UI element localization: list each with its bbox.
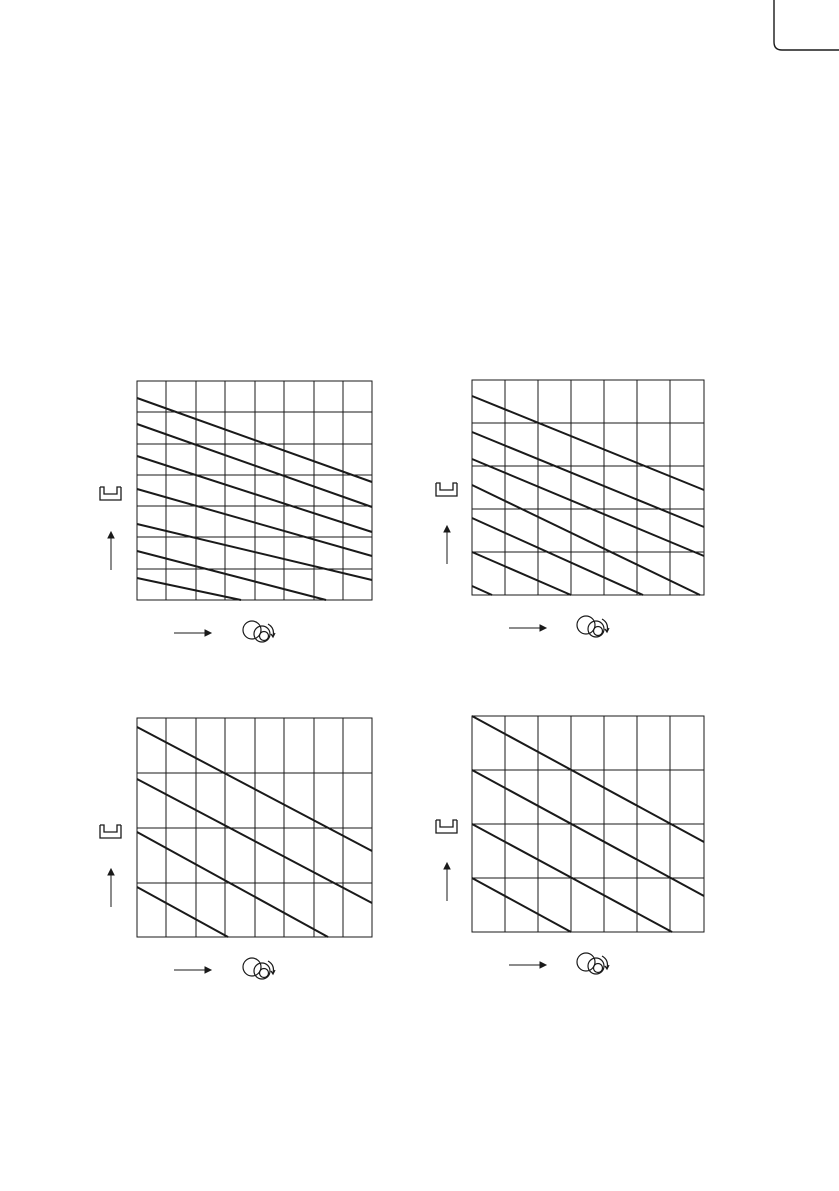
series-line xyxy=(472,716,704,842)
rotary-knob-icon xyxy=(577,953,609,974)
arrow-up-icon xyxy=(444,863,450,901)
arrow-right-icon xyxy=(509,962,546,968)
series-line xyxy=(472,878,571,932)
series-line xyxy=(472,770,704,896)
slot-gauge-icon xyxy=(436,820,457,833)
